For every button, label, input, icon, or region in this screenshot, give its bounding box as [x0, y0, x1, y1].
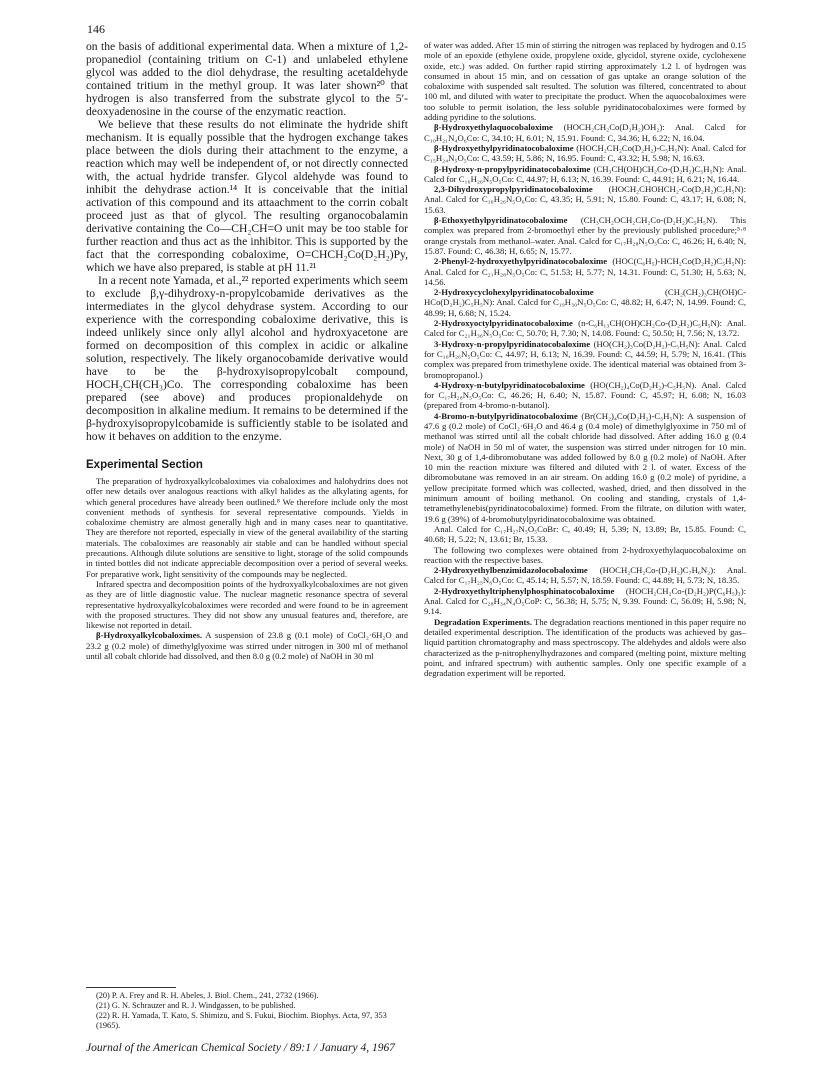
compound-text: (HOCH₂CH₂Co(D₂H₂)OH₂): Anal. Calcd for C₁₀H₂₁N₄O₆Co: C, 34.10; H, 6.01; N, 15.91. Found: C, 34.36; H, 6.22; N, 16.04. — [424, 122, 746, 143]
analysis-line: Anal. Calcd for C₁₇H₂₇N₅O₅CoBr: C, 40.49; H, 5.39; N, 13.89; Br, 15.85. Found: C, 40.68; H, 5.22; N, 13.61; Br, 15.33. — [424, 523, 746, 545]
compound-entry — [424, 164, 746, 185]
compound-name: 2-Phenyl-2-hydroxyethylpyridinatocobaloxime — [434, 256, 608, 267]
compound-entry — [424, 287, 746, 318]
journal-footer: Journal of the American Chemical Society / 89:1 / January 4, 1967 — [86, 1042, 395, 1054]
paragraph: The preparation of hydroxyalkylcobaloximes via cobaloximes and halohydrins does not offer new details over analogous reactions with alkyl halides as the alkylating agents, for which general procedures have already been outlined.⁸ We therefore include only the most convenient methods of synthesis for several representative compounds. Yields in cobaloxime chemistry are almost generally high and in many cases near to quantitative. They are therefore not reported, especially in view of the general availability of the starting materials. The cobaloximes are reasonably air stable and can be handled without special precautions. Although dilute solutions are sensitive to light, storage of the solid compounds in tinted bottles did not indicate appreciable decomposition over a period of several weeks. For preparative work, light sensitivity of the compounds may be neglected. — [86, 476, 408, 579]
compound-name: β-Hydroxyethylaquocobaloxime — [434, 122, 553, 133]
experimental-text — [86, 476, 408, 661]
compound-name: 2,3-Dihydroxypropylpyridinatocobaloxime — [434, 184, 593, 195]
compound-entry — [424, 617, 746, 679]
footnote: (22) R. H. Yamada, T. Kato, S. Shimizu, and S. Fukui, Biochim. Biophys. Acta, 97, 353 (1965). — [96, 1011, 387, 1030]
compound-entry — [424, 215, 746, 256]
compound-entry — [424, 318, 746, 339]
compound-entry — [424, 411, 746, 524]
compound-text: The degradation reactions mentioned in this paper require no detailed experimental description. The identification of the products was achieved by gas–liquid partition chromatography and mass spectroscopy. The aldehydes and aldols were also characterized as the p-nitrophenylhydrazones and compared (melting point, mixture melting point, and infrared spectrum) with authentic samples. Only one specific example of a degradation experiment will be reported. — [424, 616, 747, 679]
compound-text: (CH₃CH(OH)CH₂Co-(D₂H₂)C₅H₅N): Anal. Calcd for C₁₆H₂₆N₅O₅Co: C, 44.97; H, 6.13; N, 16.39. Found: C, 44.91; H, 6.21; N, 16.44. — [424, 163, 746, 184]
compound-entry — [424, 339, 746, 380]
compound-name: 2-Hydroxycyclohexylpyridinatocobaloxime — [434, 287, 594, 298]
left-column — [86, 40, 408, 661]
section-heading: Experimental Section — [86, 459, 203, 471]
compound-text: (HO(CH₂)₄Co(D₂H₂)-C₅H₅N). Anal. Calcd for C₁₇H₂₈N₅O₅Co: C, 46.26; H, 6.40; N, 15.87. Found: C, 45.97; H, 6.08; N, 16.03 (prepared from 4-bromo-n-butanol). — [424, 379, 746, 411]
compound-text: (CH₂(CH₂)₃CH(OH)C-HCo(D₂H₂)C₅H₅N): Anal. Calcd for C₁₉H₃₀N₅O₅Co: C, 48.82; H, 6.47; N, 14.99. Found: C, 48.99; H, 6.68; N, 15.24. — [424, 287, 746, 318]
compound-text: (HOCH₂CH₂Co(D₂H₂)-C₅H₅N): Anal. Calcd for C₁₅H₂₄N₅O₅Co: C, 43.59; H, 5.86; N, 16.95. Found: C, 43.32; H, 5.98; N, 16.63. — [424, 142, 746, 164]
compound-name: 2-Hydroxyethyltriphenylphosphinatocobaloxime — [434, 585, 615, 596]
compound-name: Degradation Experiments. — [434, 616, 532, 627]
paragraph: The following two complexes were obtained from 2-hydroxyethylaquocobaloxime on reaction with the respective bases. — [424, 544, 746, 565]
paragraph: Infrared spectra and decomposition points of the hydroxyalkylcobaloximes are not given as they are of little diagnostic value. The nuclear magnetic resonance spectra of several representative hydroxyalkylcobaloximes were recorded and were found to be in agreement with the proposed structures. They did not show any unusual features and, therefore, are likewise not reported in detail. — [86, 578, 408, 631]
compound-name: 2-Hydroxyoctylpyridinatocobaloxime — [434, 318, 573, 329]
compound-text: (CH₃CH₂OCH₂CH₂Co-(D₂H₂)C₅H₅N). This complex was prepared from 2-bromoethyl ether by the previously published procedure;⁵·⁸ orange crystals from methanol–water. Anal. Calcd for C₁₇H₂₈N₅O₅Co: C, 46.26; H, 6.40; N, 15.87. Found: C, 46.38; H, 6.65; N, 15.77. — [424, 215, 746, 256]
paragraph: In a recent note Yamada, et al.,²² reported experiments which seem to exclude β,γ-dihydroxy-n-propylcobamide derivatives as the intermediates in the glycol dehydrase system. According to our experience with the corresponding cobaloxime derivative, this is indeed unlikely since only allyl alcohol and hydroxyacetone are formed on decomposition of this complex in acidic or alkaline solution, respectively. The likely organocobamide derivative would have to be the β-hydroxyisopropylcobalt compound, HOCH₂CH(CH₃)Co. The corresponding cobaloxime has been prepared (see above) and produces propionaldehyde on decomposition in alkaline medium. It remains to be determined if the β-hydroxyisopropylcobamide is sufficiently stable to be isolated and how it behaves on addition to the enzyme. — [86, 274, 408, 443]
right-column — [424, 40, 746, 678]
compound-name: β-Hydroxyalkylcobaloximes. — [96, 630, 203, 641]
discussion-text — [86, 40, 408, 443]
paragraph — [86, 630, 408, 661]
compound-text: (HOCH₂CH₂Co-(D₂H₂)P(C₆H₅)₃): Anal. Calcd for C₂₈H₃₄N₄O₅CoP: C, 56.38; H, 5.75; N, 9.39. Found: C, 56.09; H, 5.98; N, 9.14. — [424, 585, 746, 617]
compound-name: 2-Hydroxyethylbenzimidazolocobaloxime — [434, 565, 588, 576]
compound-entry — [424, 122, 746, 143]
compound-entry — [424, 256, 746, 287]
compound-text: (HOCH₂CHOHCH₂-Co(D₂H₂)C₅H₅N): Anal. Calcd for C₁₆H₂₆N₅O₆Co: C, 43.35; H, 5.91; N, 15.80. Found: C, 43.17; H, 6.08; N, 15.63. — [424, 184, 746, 215]
compound-name: 3-Hydroxy-n-propylpyridinatocobaloxime — [434, 338, 591, 349]
compound-entry — [424, 184, 746, 215]
compound-name: β-Ethoxyethylpyridinatocobaloxime — [434, 215, 568, 226]
compound-entry — [424, 586, 746, 617]
experimental-text-continued — [424, 40, 746, 678]
compound-name: 4-Bromo-n-butylpyridinatocobaloxime — [434, 410, 578, 421]
compound-text: (Br(CH₂)₄Co(D₂H₂)-C₅H₅N): A suspension of 47.6 g (0.2 mole) of CoCl₂·6H₂O and 46.4 g (0.4 mole) of dimethylglyoxime in 750 ml of methanol was stirred until all the cobalt chloride had dissolved. After adding 16.0 g (0.4 mole) of NaOH in 50 ml of water, the suspension was stirred under nitrogen for 10 min. Next, 30 g of 1,4-dibromobutane was added followed by 8.0 g (0.2 mole) of NaOH. After 10 min the reaction mixture was filtered and diluted with 2 l. of water. Excess of the dibromobutane was removed in an air stream. On adding 16.0 g (0.2 mole) of pyridine, a yellow precipitate formed which was collected, washed, dried, and then dissolved in the minimum amount of boiling methanol. On cooling and standing, crystals of 1,4-tetramethylenebis(pyridinatocobaloxime) formed. From the filtrate, on dilution with water, 19.6 g (39%) of 4-bromobutylpyridinatocobaloxime was obtained. — [424, 410, 746, 524]
compound-entry — [424, 143, 746, 164]
paragraph: on the basis of additional experimental data. When a mixture of 1,2-propanediol (containing tritium on C-1) and unlabeled ethylene glycol was added to the diol dehydrase, the resulting acetaldehyde contained tritium in the methyl group. It was later shown²⁰ that hydrogen is also transferred from the substrate glycol to the 5′-deoxyadenosine in the course of the enzymatic reaction. — [86, 40, 408, 118]
paragraph: We believe that these results do not eliminate the hydride shift mechanism. It is equally possible that the hydrogen exchange takes place between the diols during their attachment to the enzyme, a reaction which may well be independent of, or not directly connected with, the actual hydride transfer. Glycol aldehyde was found to inhibit the dehydrase action.¹⁴ It is conceivable that the initial activation of this compound and its attaachment to the corrin cobalt proceed just as that of glycol. The resulting organocobalamin derivative containing the Co—CH₂CH=O unit may be too stable for further reaction and thus act as the inhibitor. This is supported by the fact that the corresponding cobaloxime, O=CHCH₂Co(D₂H₂)Py, which we have also prepared, is stable at pH 11.²¹ — [86, 118, 408, 274]
compound-name: β-Hydroxyethylpyridinatocobaloxime — [434, 142, 574, 153]
compound-text: (n-C₆H₁₃CH(OH)CH₂Co-(D₂H₂)C₅H₅N): Anal. Calcd for C₂₁H₃₆N₅O₅Co: C, 50.70; H, 7.30; N, 14.08. Found: C, 50.50; H, 7.56; N, 13.72. — [424, 318, 746, 339]
paragraph: of water was added. After 15 min of stirring the nitrogen was replaced by hydrogen and 0.15 mole of an epoxide (ethylene oxide, propylene oxide, glycidol, styrene oxide, cyclohexene oxide, etc.) was added. On further rapid stirring approximately 1.2 l. of hydrogen was consumed in about 15 min, and on cessation of gas uptake an orange solution of the cobaloxime with suspended salt resulted. The solution was filtered, concentrated to about 100 ml, and diluted with water to precipitate the product. When the aquocobaloximes were too soluble to permit isolation, the less soluble pyridinatocobaloximes were formed by adding pyridine to the solutions. — [424, 40, 746, 123]
compound-name: β-Hydroxy-n-propylpyridinatocobaloxime — [434, 163, 591, 174]
compound-name: 4-Hydroxy-n-butylpyridinatocobaloxime — [434, 379, 585, 390]
compound-text: (HO(CH₂)₃Co(D₂H₂)-C₅H₅N): Anal. Calcd for C₁₆H₂₆N₅O₅Co: C, 44.97; H, 6.13; N, 16.39. Found: C, 44.59; H, 5.79; N, 16.41. (This complex was prepared from trimethylene oxide. The identical material was obtained from 3-bromopropanol.) — [424, 338, 746, 380]
footnote: (20) P. A. Frey and R. H. Abeles, J. Biol. Chem., 241, 2732 (1966). — [96, 991, 319, 1000]
footnotes — [86, 987, 408, 1031]
page-number: 146 — [87, 22, 105, 36]
footnote: (21) G. N. Schrauzer and R. J. Windgassen, to be published. — [96, 1001, 296, 1010]
compound-text: (HOCH₂CH₂Co-(D₂H₂)C₇H₆N₂): Anal. Calcd for C₁₇H₂₅N₆O₅Co: C, 45.14; H, 5.57; N, 18.59. Found: C, 44.89; H, 5.73; N, 18.35. — [424, 565, 746, 586]
footnote-divider — [86, 987, 176, 988]
compound-text: (HOC(C₆H₅)-HCH₂Co(D₂H₂)C₅H₅N): Anal. Calcd for C₂₁H₂₈N₅O₅Co: C, 51.53; H, 5.77; N, 14.31. Found: C, 51.30; H, 5.63; N, 14.56. — [424, 256, 746, 287]
compound-entry — [424, 380, 746, 411]
compound-entry — [424, 565, 746, 586]
compound-text: A suspension of 23.8 g (0.1 mole) of CoCl₂·6H₂O and 23.2 g (0.2 mole) of dimethylglyoxime was stirred under nitrogen in 300 ml of methanol until all cobalt chloride had dissolved, and then 8.0 g (0.2 mole) of NaOH in 30 ml — [86, 630, 408, 662]
